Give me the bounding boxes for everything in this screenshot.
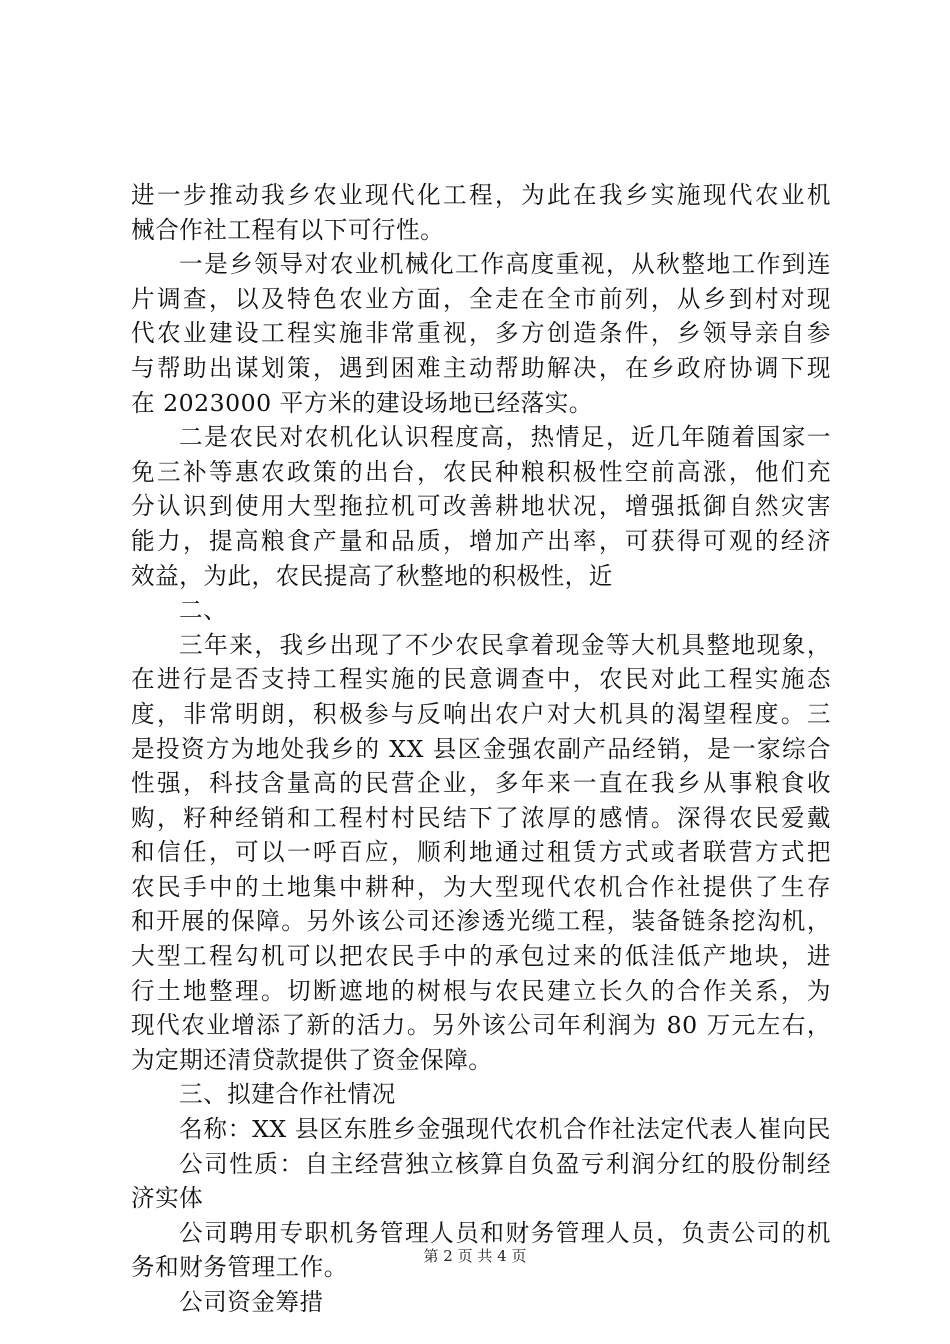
text-line: 效益，为此，农民提高了秋整地的积极性，近 [131, 561, 613, 590]
text-line: 进一步推动我乡农业现代化工程，为此在我乡实施现代农业机 [131, 181, 831, 209]
text-line: 和开展的保障。另外该公司还渗透光缆工程，装备链条挖沟机， [131, 907, 831, 936]
text-line: 三、拟建合作社情况 [179, 1080, 396, 1109]
text-line: 大型工程勾机可以把农民手中的承包过来的低洼低产地块，进 [131, 942, 831, 971]
text-line: 购，籽种经销和工程村村民结下了浓厚的感情。深得农民爱戴 [131, 803, 831, 832]
text-line: 公司资金筹措 [179, 1288, 324, 1316]
text-line: 三年来，我乡出现了不少农民拿着现金等大机具整地现象， [179, 630, 831, 659]
text-line: 现代农业增添了新的活力。另外该公司年利润为 80 万元左右， [131, 1011, 831, 1040]
text-line: 度，非常明朗，积极参与反响出农户对大机具的渴望程度。三 [131, 699, 831, 728]
document-body [131, 178, 831, 1320]
text-line: 农民手中的土地集中耕种，为大型现代农机合作社提供了生存 [131, 872, 831, 901]
text-line: 分认识到使用大型拖拉机可改善耕地状况，增强抵御自然灾害 [131, 492, 831, 521]
text-line: 济实体 [131, 1184, 204, 1213]
text-line: 在 2023000 平方米的建设场地已经落实。 [131, 388, 593, 417]
text-line: 械合作社工程有以下可行性。 [131, 215, 445, 244]
text-line: 二、 [179, 596, 228, 625]
text-line: 性强，科技含量高的民营企业，多年来一直在我乡从事粮食收 [131, 769, 831, 798]
text-line: 免三补等惠农政策的出台，农民种粮积极性空前高涨，他们充 [131, 457, 831, 486]
text-line: 是投资方为地处我乡的 XX 县区金强农副产品经销，是一家综合 [131, 734, 831, 763]
text-line: 和信任，可以一呼百应，顺利地通过租赁方式或者联营方式把 [131, 838, 831, 867]
text-line: 能力，提高粮食产量和品质，增加产出率，可获得可观的经济 [131, 526, 831, 555]
text-line: 公司聘用专职机务管理人员和财务管理人员，负责公司的机 [179, 1218, 831, 1247]
page-footer: 第 2 页 共 4 页 [423, 1247, 527, 1265]
text-line: 公司性质：自主经营独立核算自负盈亏利润分红的股份制经 [179, 1149, 831, 1178]
text-line: 务和财务管理工作。 [131, 1253, 348, 1282]
text-line: 一是乡领导对农业机械化工作高度重视，从秋整地工作到连 [179, 250, 831, 279]
text-line: 片调查，以及特色农业方面，全走在全市前列，从乡到村对现 [131, 284, 831, 313]
text-line: 名称：XX 县区东胜乡金强现代农机合作社法定代表人崔向民 [179, 1115, 831, 1144]
text-line: 在进行是否支持工程实施的民意调查中，农民对此工程实施态 [131, 665, 831, 694]
text-line: 为定期还清贷款提供了资金保障。 [131, 1045, 493, 1074]
text-line: 二是农民对农机化认识程度高，热情足，近几年随着国家一 [179, 423, 831, 452]
text-line: 与帮助出谋划策，遇到困难主动帮助解决，在乡政府协调下现 [131, 353, 831, 382]
text-line: 行土地整理。切断遮地的树根与农民建立长久的合作关系，为 [131, 976, 831, 1005]
text-line: 代农业建设工程实施非常重视，多方创造条件，乡领导亲自参 [131, 319, 831, 348]
